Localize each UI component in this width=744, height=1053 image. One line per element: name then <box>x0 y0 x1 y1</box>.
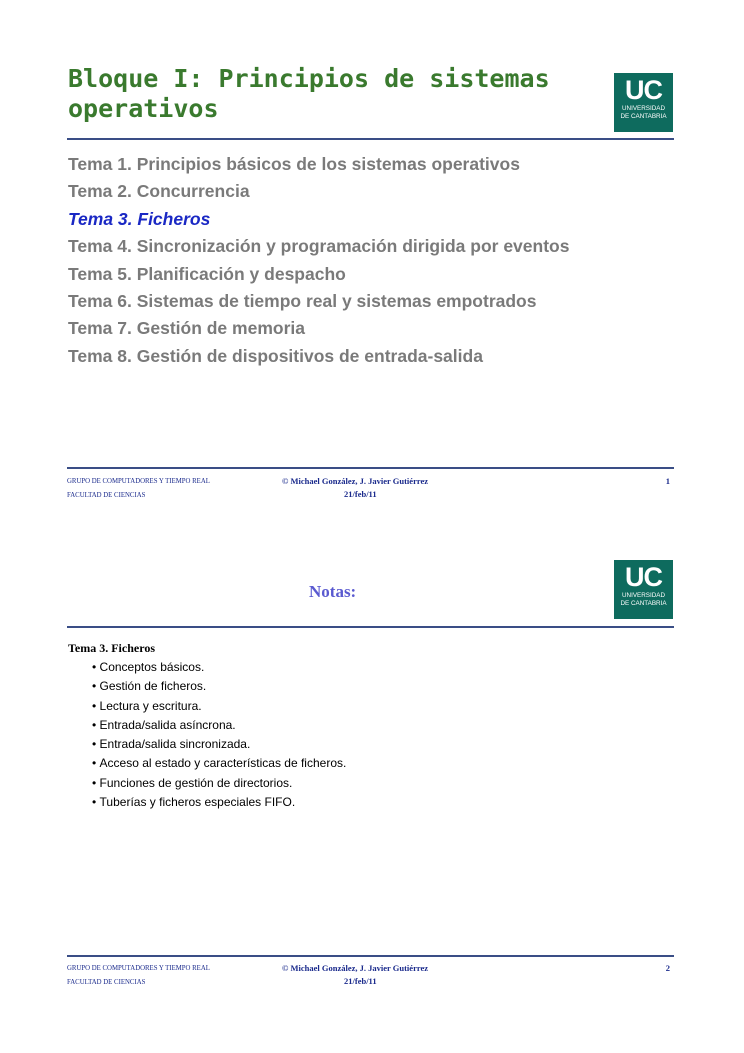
bullet-item: • Tuberías y ficheros especiales FIFO. <box>92 793 346 812</box>
footer-copyright: © Michael González, J. Javier Gutiérrez <box>282 476 429 486</box>
slide-footer <box>67 477 674 507</box>
footer-rule <box>67 955 674 957</box>
topic-item-7: Tema 7. Gestión de memoria <box>68 318 305 339</box>
bullet-item: • Acceso al estado y características de ficheros. <box>92 754 346 773</box>
notes-title: Notas: <box>309 582 357 601</box>
bullet-item: • Entrada/salida asíncrona. <box>92 716 346 735</box>
footer-faculty: FACULTAD DE CIENCIAS <box>67 979 146 986</box>
notes-heading: Tema 3. Ficheros <box>68 641 155 655</box>
bullet-item: • Funciones de gestión de directorios. <box>92 774 346 793</box>
topic-item-4: Tema 4. Sincronización y programación dirigida por eventos <box>68 236 570 257</box>
notes-bullet-list <box>92 658 346 812</box>
footer-rule <box>67 467 674 469</box>
uc-logo-line1: UNIVERSIDAD <box>621 592 666 599</box>
uc-logo-line1: UNIVERSIDAD <box>621 105 666 112</box>
slide-title: Bloque I: Principios de sistemas operativos <box>68 64 550 123</box>
footer-page-number: 2 <box>665 963 670 973</box>
uc-logo-mark: UC <box>625 562 662 592</box>
topic-item-3: Tema 3. Ficheros <box>68 208 211 229</box>
footer-date: 21/feb/11 <box>344 489 377 499</box>
topic-item-8: Tema 8. Gestión de dispositivos de entrada-salida <box>68 345 483 366</box>
notes-footer <box>67 964 674 994</box>
footer-group: GRUPO DE COMPUTADORES Y TIEMPO REAL <box>67 965 210 972</box>
footer-faculty: FACULTAD DE CIENCIAS <box>67 492 146 499</box>
footer-date: 21/feb/11 <box>344 976 377 986</box>
topic-item-1: Tema 1. Principios básicos de los sistemas operativos <box>68 154 520 174</box>
bullet-item: • Gestión de ficheros. <box>92 677 346 696</box>
bullet-item: • Conceptos básicos. <box>92 658 346 677</box>
footer-group: GRUPO DE COMPUTADORES Y TIEMPO REAL <box>67 478 210 485</box>
footer-copyright: © Michael González, J. Javier Gutiérrez <box>282 963 429 973</box>
footer-page-number: 1 <box>665 476 670 486</box>
uc-logo <box>614 560 673 619</box>
topic-item-6: Tema 6. Sistemas de tiempo real y sistemas empotrados <box>68 291 537 312</box>
topic-item-2: Tema 2. Concurrencia <box>68 181 250 202</box>
bullet-item: • Lectura y escritura. <box>92 697 346 716</box>
notes-rule <box>67 626 674 628</box>
bullet-item: • Entrada/salida sincronizada. <box>92 735 346 754</box>
uc-logo-line2: DE CANTABRIA <box>620 600 667 607</box>
topic-list <box>68 151 569 370</box>
topic-item-5: Tema 5. Planificación y despacho <box>68 263 346 284</box>
uc-logo-mark: UC <box>625 75 662 105</box>
title-rule <box>67 138 674 140</box>
uc-logo-line2: DE CANTABRIA <box>620 113 667 120</box>
uc-logo <box>614 73 673 132</box>
